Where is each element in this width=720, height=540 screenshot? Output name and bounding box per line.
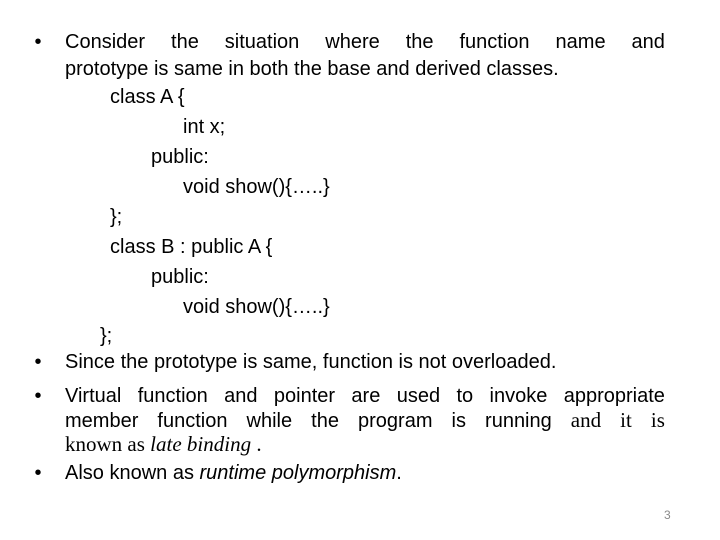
bullet-3-line-3-end: . <box>251 432 262 456</box>
code-line-8: void show(){…..} <box>183 296 330 318</box>
word: member <box>65 410 139 432</box>
bullet-4-prefix: Also known as <box>65 462 200 484</box>
word: invoke <box>489 385 548 407</box>
word: function <box>459 31 530 53</box>
word: running <box>485 410 552 432</box>
word: the <box>171 31 199 53</box>
word: Consider <box>65 31 146 53</box>
word: function <box>137 385 208 407</box>
code-line-3: public: <box>151 146 209 168</box>
word: used <box>396 385 441 407</box>
code-line-2: int x; <box>183 116 226 138</box>
word: and <box>224 385 258 407</box>
bullet-1-marker: • <box>34 31 42 53</box>
bullet-4-suffix: . <box>396 462 402 484</box>
bullet-1-line-1 <box>65 28 665 56</box>
word: situation <box>224 31 300 53</box>
word: appropriate <box>563 385 665 407</box>
bullet-4-marker: • <box>34 462 42 484</box>
word: are <box>351 385 381 407</box>
late-binding-term: late binding <box>150 432 252 456</box>
word: to <box>456 385 474 407</box>
code-line-6: class B : public A { <box>110 236 273 258</box>
bullet-1-line-2: prototype is same in both the base and derived classes. <box>65 58 559 80</box>
bullet-4-text <box>65 459 402 487</box>
word: pointer <box>273 385 336 407</box>
code-line-7: public: <box>151 266 209 288</box>
word: Virtual <box>65 385 122 407</box>
bullet-3-marker: • <box>34 385 42 407</box>
word: program <box>358 410 433 432</box>
word: is <box>650 408 665 432</box>
word: the <box>405 31 434 53</box>
bullet-3-line-3-text: known as <box>65 432 151 456</box>
code-line-1: class A { <box>110 86 185 108</box>
bullet-2-marker: • <box>34 351 42 373</box>
word: function <box>157 410 228 432</box>
word: and <box>631 31 665 53</box>
word: is <box>451 410 466 432</box>
code-line-9: }; <box>100 325 113 347</box>
word: name <box>555 31 606 53</box>
word: and <box>570 408 602 432</box>
bullet-3-line-3 <box>65 430 262 458</box>
word: where <box>325 31 380 53</box>
runtime-polymorphism-term: runtime polymorphism <box>199 462 397 484</box>
bullet-2-text: Since the prototype is same, function is not overloaded. <box>65 351 557 373</box>
page-number: 3 <box>664 508 671 522</box>
code-line-5: }; <box>110 206 123 228</box>
word: it <box>620 408 632 432</box>
word: the <box>311 410 339 432</box>
word: while <box>246 410 293 432</box>
code-line-4: void show(){…..} <box>183 176 330 198</box>
